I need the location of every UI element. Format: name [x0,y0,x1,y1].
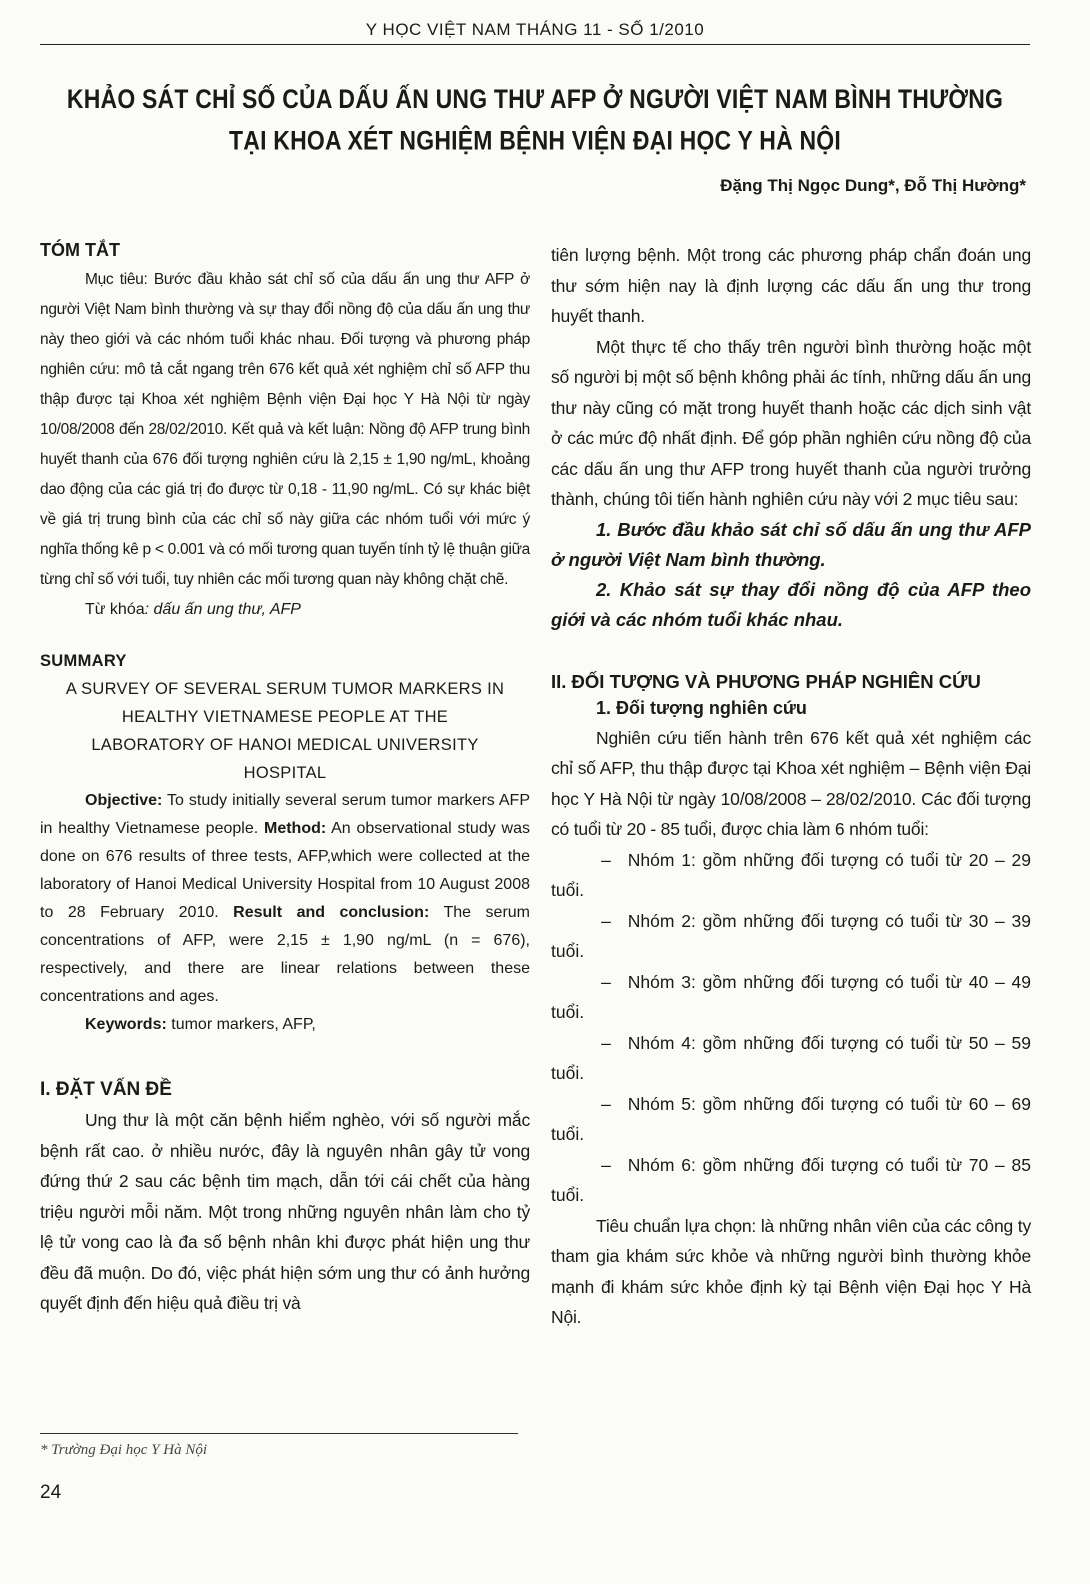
list-item [551,1028,1031,1089]
tomtat-keywords [40,595,530,625]
dash: – [601,971,611,992]
authors: Đặng Thị Ngọc Dung*, Đỗ Thị Hường* [720,176,1026,195]
summary-heading: SUMMARY [40,652,127,670]
objective-1: 1. Bước đầu khảo sát chỉ số dấu ấn ung thư AFP ở người Việt Nam bình thường. [551,518,1031,570]
list-item [551,967,1031,1028]
subsection-1-heading: 1. Đối tượng nghiên cứu [596,697,807,718]
group-text: Nhóm 1: gồm những đối tượng có tuổi từ 20 – 29 tuổi. [551,849,1031,900]
summary-body [40,787,530,1011]
summary-keywords-label: Keywords: [85,1016,167,1033]
group-text: Nhóm 6: gồm những đối tượng có tuổi từ 70 – 85 tuổi. [551,1154,1031,1205]
dash: – [601,1032,611,1053]
section1-heading: I. ĐẶT VẤN ĐỀ [40,1079,172,1100]
method-label: Method: [263,820,327,837]
objective-2: 2. Khảo sát sự thay đổi nồng độ của AFP theo giới và các nhóm tuổi khác nhau. [551,578,1031,630]
footnote: * Trường Đại học Y Hà Nội [40,1442,208,1458]
list-item [551,906,1031,967]
title-line-2: TẠI KHOA XÉT NGHIỆM BỆNH VIỆN ĐẠI HỌC Y HÀ NỘI [229,125,841,156]
right-column [551,240,1031,1333]
group-text: Nhóm 2: gồm những đối tượng có tuổi từ 30 – 39 tuổi. [551,910,1031,961]
dash: – [601,910,611,931]
list-item [551,1150,1031,1211]
summary-title-line: HOSPITAL [243,764,327,782]
summary-keywords-text: tumor markers, AFP, [166,1016,316,1033]
age-groups-list [551,845,1031,1211]
objective-text: To study initially several serum tumor markers AFP in healthy Vietnamese people. [40,792,530,837]
group-text: Nhóm 3: gồm những đối tượng có tuổi từ 40 – 49 tuổi. [551,971,1031,1022]
selection-criteria: Tiêu chuẩn lựa chọn: là những nhân viên của các công ty tham gia khám sức khỏe và những người bình thường khỏe mạnh đi khám sức khỏe định kỳ tại Bệnh viện Đại học Y Hà Nội. [551,1215,1031,1327]
section2-p1: Nghiên cứu tiến hành trên 676 kết quả xét nghiệm các chỉ số AFP, thu thập được tại Khoa xét nghiệm – Bệnh viện Đại học Y Hà Nội từ ngày 10/08/2008 – 28/02/2010. Các đối tượng có tuổi từ 20 - 85 tuổi, được chia làm 6 nhóm tuổi: [551,727,1031,839]
left-column [40,240,530,1319]
summary-title-line: A SURVEY OF SEVERAL SERUM TUMOR MARKERS IN [65,680,505,698]
summary-keywords [40,1011,530,1039]
result-label: Result and conclusion: [233,904,430,921]
tomtat-body: Mục tiêu: Bước đầu khảo sát chỉ số của dấu ấn ung thư AFP ở người Việt Nam bình thường và sự thay đổi nồng độ của dấu ấn ung thư này theo giới và các nhóm tuổi khác nhau. Đối tượng và phương pháp nghiên cứu: mô tả cắt ngang trên 676 kết quả xét nghiệm chỉ số AFP thu thập được tại Khoa xét nghiệm Bệnh viện Đại học Y Hà Nội từ ngày 10/08/2008 đến 28/02/2010. Kết quả và kết luận: Nồng độ AFP trung bình huyết thanh của 676 đối tượng nghiên cứu là 2,15 ± 1,90 ng/mL, khoảng dao động của các giá trị đo được từ 0,18 - 11,90 ng/mL. Có sự khác biệt về giá trị trung bình của các chỉ số này giữa các nhóm tuổi với mức ý nghĩa thống kê p < 0.001 và có mối tương quan tuyến tính tỷ lệ thuận giữa từng chỉ số với tuổi, tuy nhiên các mối tương quan này không chặt chẽ. [40,271,530,588]
dash: – [601,1154,611,1175]
keywords-text: : dấu ấn ung thư, AFP [144,601,301,618]
summary-title-line: LABORATORY OF HANOI MEDICAL UNIVERSITY [91,736,479,754]
section1-right-cont: tiên lượng bệnh. Một trong các phương pháp chẩn đoán ung thư sớm hiện nay là định lượng các dấu ấn ung thư trong huyết thanh. [551,245,1031,326]
objective-label: Objective: [85,792,163,809]
page-number: 24 [40,1482,62,1503]
keywords-label: Từ khóa [85,601,145,618]
article-title [40,78,1030,161]
section2-heading: II. ĐỐI TƯỢNG VÀ PHƯƠNG PHÁP NGHIÊN CỨU [551,670,981,692]
dash: – [601,849,611,870]
footnote-divider [40,1433,518,1434]
group-text: Nhóm 4: gồm những đối tượng có tuổi từ 50 – 59 tuổi. [551,1032,1031,1083]
section1-left-body: Ung thư là một căn bệnh hiểm nghèo, với số người mắc bệnh rất cao. ở nhiều nước, đây là nguyên nhân gây tử vong đứng thứ 2 sau các bệnh tim mạch, dẫn tới cái chết của hàng triệu người mỗi năm. Một trong những nguyên nhân làm cho tỷ lệ tử vong cao là đa số bệnh nhân khi được phát hiện ung thư đều đã muộn. Do đó, việc phát hiện sớm ung thư có ảnh hưởng quyết định đến hiệu quả điều trị và [40,1110,530,1313]
section1-right-p2: Một thực tế cho thấy trên người bình thường hoặc một số người bị một số bệnh không phải ác tính, những dấu ấn ung thư này cũng có mặt trong huyết thanh hoặc các dịch sinh vật ở các mức độ nhất định. Để góp phần nghiên cứu nồng độ của các dấu ấn ung thư AFP trong huyết thanh của người trưởng thành, chúng tôi tiến hành nghiên cứu này với 2 mục tiêu sau: [551,336,1031,509]
group-text: Nhóm 5: gồm những đối tượng có tuổi từ 60 – 69 tuổi. [551,1093,1031,1144]
list-item [551,1089,1031,1150]
summary-title [40,675,530,787]
summary-title-line: HEALTHY VIETNAMESE PEOPLE AT THE [121,708,449,726]
journal-header: Y HỌC VIỆT NAM THÁNG 11 - SỐ 1/2010 [40,20,1030,45]
list-item [551,845,1031,906]
title-line-1: KHẢO SÁT CHỈ SỐ CỦA DẤU ẤN UNG THƯ AFP Ở NGƯỜI VIỆT NAM BÌNH THƯỜNG [66,83,1004,114]
result-text: The serum concentrations of AFP, were 2,15 ± 1,90 ng/mL (n = 676), respectively, and there are linear relations between these concentrations and ages. [40,904,530,1005]
method-text: An observational study was done on 676 results of three tests, AFP,which were collected at the laboratory of Hanoi Medical University Hospital from 10 August 2008 to 28 February 2010. [40,820,530,921]
tomtat-heading: TÓM TẮT [40,240,120,260]
dash: – [601,1093,611,1114]
